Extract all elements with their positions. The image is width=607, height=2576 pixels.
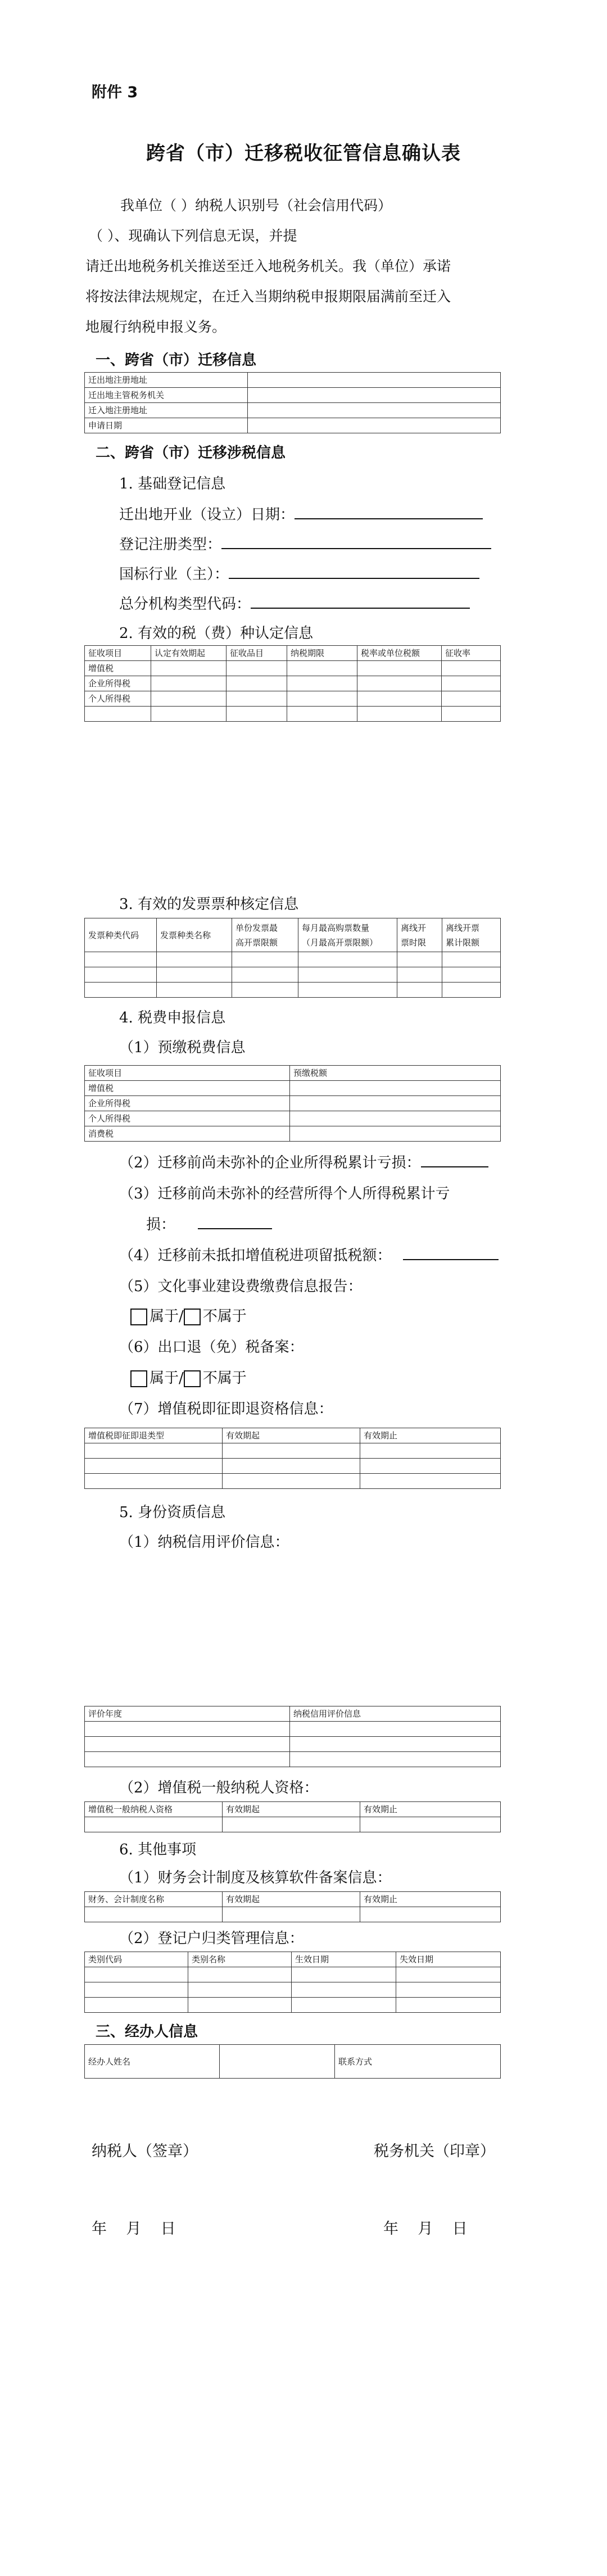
row-label: 迁入地注册地址 — [85, 403, 248, 418]
cell[interactable] — [232, 952, 298, 967]
tax-type-heading: 2. 有效的税（费）种认定信息 — [119, 625, 314, 642]
vat-credit-field — [119, 1244, 499, 1265]
table-row — [85, 1737, 501, 1752]
column-header: 生效日期 — [292, 1952, 396, 1967]
cell[interactable] — [290, 1722, 501, 1737]
general-taxpayer-heading: （2）增值税一般纳税人资格： — [119, 1780, 319, 1796]
table-row — [85, 1474, 501, 1489]
row-label: 企业所得税 — [85, 676, 151, 691]
table-row — [85, 967, 501, 983]
handler-name-cell[interactable] — [220, 2045, 335, 2079]
header-line: 离线开 — [401, 922, 427, 933]
column-header: 纳税信用评价信息 — [290, 1706, 501, 1722]
table-row — [85, 1967, 501, 1982]
checkbox-belongs[interactable] — [130, 1309, 147, 1325]
header-line: 离线开票 — [446, 922, 480, 933]
loss-personal-line-1: （3）迁移前尚未弥补的经营所得个人所得税累计亏 — [119, 1185, 450, 1202]
option-belongs: 属于/ — [150, 1308, 184, 1325]
cell[interactable] — [396, 1967, 501, 1982]
column-header: 失效日期 — [396, 1952, 501, 1967]
table-row — [85, 1443, 501, 1459]
export-refund-label: （6）出口退（免）税备案： — [119, 1339, 304, 1356]
field-line[interactable] — [198, 1215, 272, 1229]
authority-date: 年 月 日 — [383, 2220, 468, 2238]
culture-fee-options — [130, 1305, 247, 1325]
column-header: 认定有效期起 — [151, 646, 227, 661]
credit-table — [84, 1706, 501, 1767]
row-label — [85, 707, 151, 722]
column-header: 评价年度 — [85, 1706, 290, 1722]
field-line[interactable] — [421, 1153, 488, 1167]
cell[interactable] — [223, 1907, 360, 1922]
intro-line-4: 将按法律法规规定，在迁入当期纳税申报期限届满前至迁入 — [85, 288, 451, 305]
column-header: 征收品目 — [227, 646, 287, 661]
field-label: 登记注册类型： — [119, 536, 222, 553]
cell[interactable] — [85, 952, 157, 967]
handler-name-label: 经办人姓名 — [85, 2045, 220, 2079]
field-open-date — [119, 503, 483, 524]
cell[interactable] — [151, 691, 227, 707]
cell[interactable] — [85, 967, 157, 983]
row-label: 个人所得税 — [85, 691, 151, 707]
cell[interactable] — [290, 1126, 501, 1142]
table-row — [85, 691, 501, 707]
declare-heading: 4. 税费申报信息 — [119, 1009, 226, 1026]
table-header-row — [85, 1892, 501, 1907]
taxpayer-signature: 纳税人（签章） — [92, 2143, 198, 2160]
checkbox-not-belongs[interactable] — [184, 1370, 201, 1387]
cell[interactable] — [290, 1737, 501, 1752]
row-label: 增值税 — [85, 661, 151, 676]
option-belongs: 属于/ — [150, 1370, 184, 1387]
column-header: 有效期起 — [223, 1892, 360, 1907]
category-heading: （2）登记户归类管理信息： — [119, 1930, 304, 1947]
cell[interactable] — [298, 983, 397, 998]
cell[interactable] — [292, 1967, 396, 1982]
column-header: 有效期止 — [360, 1428, 501, 1443]
table-row — [85, 1907, 501, 1922]
cell[interactable] — [396, 1982, 501, 1998]
cell[interactable] — [227, 691, 287, 707]
table-row — [85, 2045, 501, 2079]
column-header — [442, 918, 501, 952]
column-header: 财务、会计制度名称 — [85, 1892, 223, 1907]
row-label: 增值税 — [85, 1081, 290, 1096]
cell[interactable] — [85, 1982, 188, 1998]
header-line: （月最高开票限额） — [302, 937, 378, 948]
field-line[interactable] — [229, 564, 479, 579]
table-row — [85, 661, 501, 676]
cell[interactable] — [292, 1998, 396, 2013]
table-header-row — [85, 1802, 501, 1817]
cell[interactable] — [188, 1998, 292, 2013]
column-header: 有效期起 — [223, 1802, 360, 1817]
cell[interactable] — [85, 983, 157, 998]
table-row — [85, 676, 501, 691]
prepaid-table — [84, 1065, 501, 1142]
cell[interactable] — [298, 967, 397, 983]
option-not-belongs: 不属于 — [202, 1308, 247, 1325]
header-line: 每月最高购票数量 — [302, 922, 370, 933]
table-row — [85, 983, 501, 998]
intro-line-5: 地履行纳税申报义务。 — [85, 319, 227, 335]
general-taxpayer-table — [84, 1801, 501, 1832]
cell[interactable] — [157, 983, 232, 998]
column-header: 发票种类代码 — [85, 918, 157, 952]
table-row — [85, 1459, 501, 1474]
table-header-row — [85, 918, 501, 952]
column-header: 增值税一般纳税人资格 — [85, 1802, 223, 1817]
row-label: 消费税 — [85, 1126, 290, 1142]
table-row — [85, 1982, 501, 1998]
column-header — [232, 918, 298, 952]
header-line: 单份发票最 — [235, 922, 278, 933]
cell[interactable] — [442, 676, 501, 691]
cell[interactable] — [442, 661, 501, 676]
column-header: 有效期起 — [223, 1428, 360, 1443]
intro-line-2: （ ）、现确认下列信息无误，并提 — [89, 228, 297, 244]
table-row — [85, 1752, 501, 1767]
cell[interactable] — [442, 967, 501, 983]
cell[interactable] — [290, 1081, 501, 1096]
table-row — [85, 418, 501, 433]
field-industry — [119, 563, 479, 583]
cell[interactable] — [85, 1474, 223, 1489]
cell[interactable] — [85, 1443, 223, 1459]
attachment-label: 附件 3 — [92, 84, 138, 101]
handler-table — [84, 2044, 501, 2079]
field-label: 损： — [146, 1216, 176, 1233]
page-title: 跨省（市）迁移税收征管信息确认表 — [146, 142, 461, 165]
column-header: 纳税期限 — [287, 646, 357, 661]
cell[interactable] — [157, 952, 232, 967]
cell[interactable] — [357, 676, 442, 691]
cell[interactable] — [188, 1967, 292, 1982]
row-label: 迁出地主管税务机关 — [85, 388, 248, 403]
value-cell[interactable] — [248, 418, 501, 433]
option-not-belongs: 不属于 — [202, 1370, 247, 1387]
checkbox-not-belongs[interactable] — [184, 1309, 201, 1325]
table-header-row — [85, 1706, 501, 1722]
invoice-heading: 3. 有效的发票票种核定信息 — [119, 896, 299, 913]
field-line[interactable] — [403, 1246, 499, 1260]
cell[interactable] — [151, 707, 227, 722]
cell[interactable] — [223, 1817, 360, 1832]
table-row — [85, 1817, 501, 1832]
cell[interactable] — [85, 1967, 188, 1982]
field-label: 国标行业（主）： — [119, 566, 229, 583]
cell[interactable] — [360, 1817, 501, 1832]
cell[interactable] — [290, 1096, 501, 1111]
cell[interactable] — [357, 691, 442, 707]
cell[interactable] — [298, 952, 397, 967]
table-row — [85, 1096, 501, 1111]
table-row — [85, 1998, 501, 2013]
section-3-title: 三、经办人信息 — [96, 2023, 198, 2040]
table-header-row — [85, 646, 501, 661]
cell[interactable] — [157, 967, 232, 983]
cell[interactable] — [397, 952, 442, 967]
field-label: 迁出地开业（设立）日期： — [119, 506, 295, 523]
cell[interactable] — [151, 676, 227, 691]
column-header: 有效期止 — [360, 1892, 501, 1907]
column-header: 征收率 — [442, 646, 501, 661]
loss-corp-field — [119, 1151, 488, 1172]
basic-info-heading: 1. 基础登记信息 — [119, 476, 226, 492]
column-header: 税率或单位税额 — [357, 646, 442, 661]
invoice-table — [84, 918, 501, 998]
loss-personal-field — [146, 1213, 272, 1234]
table-row — [85, 1126, 501, 1142]
cell[interactable] — [442, 952, 501, 967]
table-header-row — [85, 1428, 501, 1443]
cell[interactable] — [227, 676, 287, 691]
field-label: 总分机构类型代码： — [119, 596, 251, 613]
field-label: （4）迁移前未抵扣增值税进项留抵税额： — [119, 1247, 392, 1264]
cell[interactable] — [287, 691, 357, 707]
cell[interactable] — [85, 1752, 290, 1767]
column-header: 征收项目 — [85, 646, 151, 661]
cell[interactable] — [292, 1982, 396, 1998]
other-heading: 6. 其他事项 — [119, 1841, 197, 1858]
column-header: 征收项目 — [85, 1066, 290, 1081]
cell[interactable] — [290, 1111, 501, 1126]
cell[interactable] — [360, 1459, 501, 1474]
cell[interactable] — [396, 1998, 501, 2013]
column-header: 类别代码 — [85, 1952, 188, 1967]
cell[interactable] — [442, 707, 501, 722]
cell[interactable] — [357, 707, 442, 722]
column-header: 预缴税额 — [290, 1066, 501, 1081]
vat-refund-table — [84, 1428, 501, 1489]
cell[interactable] — [151, 661, 227, 676]
table-row — [85, 373, 501, 388]
header-line: 累计限额 — [446, 937, 480, 948]
field-label: （2）迁移前尚未弥补的企业所得税累计亏损： — [119, 1155, 421, 1171]
contact-label: 联系方式 — [335, 2045, 377, 2079]
cell[interactable] — [227, 707, 287, 722]
cell[interactable] — [227, 661, 287, 676]
cell[interactable] — [290, 1752, 501, 1767]
field-line[interactable] — [251, 594, 470, 609]
cell[interactable] — [442, 691, 501, 707]
row-label: 申请日期 — [85, 418, 248, 433]
field-branch-type — [119, 592, 470, 613]
field-line[interactable] — [295, 505, 483, 519]
export-refund-options — [130, 1366, 247, 1387]
section-2-title: 二、跨省（市）迁移涉税信息 — [96, 445, 286, 461]
cell[interactable] — [232, 983, 298, 998]
cell[interactable] — [85, 1907, 223, 1922]
cell[interactable] — [188, 1982, 292, 1998]
intro-line-3: 请迁出地税务机关推送至迁入地税务机关。我（单位）承诺 — [85, 258, 451, 274]
cell[interactable] — [85, 1459, 223, 1474]
identity-heading: 5. 身份资质信息 — [119, 1504, 226, 1521]
field-reg-type — [119, 533, 491, 554]
section-1-title: 一、跨省（市）迁移信息 — [96, 352, 257, 369]
cell[interactable] — [223, 1459, 360, 1474]
cell[interactable] — [360, 1474, 501, 1489]
cell[interactable] — [85, 1817, 223, 1832]
row-label: 企业所得税 — [85, 1096, 290, 1111]
value-cell[interactable] — [248, 403, 501, 418]
table-row — [85, 1111, 501, 1126]
column-header — [397, 918, 442, 952]
cell[interactable] — [85, 1737, 290, 1752]
tax-type-table — [84, 645, 501, 722]
row-label: 迁出地注册地址 — [85, 373, 248, 388]
column-header: 有效期止 — [360, 1802, 501, 1817]
table-row — [85, 1081, 501, 1096]
cell[interactable] — [360, 1907, 501, 1922]
accounting-heading: （1）财务会计制度及核算软件备案信息： — [119, 1869, 392, 1886]
cell[interactable] — [85, 1998, 188, 2013]
cell[interactable] — [223, 1443, 360, 1459]
header-line: 高开票限额 — [235, 937, 278, 948]
checkbox-belongs[interactable] — [130, 1370, 147, 1387]
taxpayer-date: 年 月 日 — [92, 2220, 176, 2238]
cell[interactable] — [287, 661, 357, 676]
prepaid-heading: （1）预缴税费信息 — [119, 1039, 246, 1056]
cell[interactable] — [397, 967, 442, 983]
cell[interactable] — [397, 983, 442, 998]
category-table — [84, 1952, 501, 2013]
header-line: 票时限 — [401, 937, 427, 948]
table-row — [85, 403, 501, 418]
intro-line-1: 我单位（ ）纳税人识别号（社会信用代码） — [120, 197, 392, 214]
authority-seal: 税务机关（印章） — [374, 2143, 495, 2160]
column-header: 类别名称 — [188, 1952, 292, 1967]
row-label: 个人所得税 — [85, 1111, 290, 1126]
table-row — [85, 1722, 501, 1737]
value-cell[interactable] — [248, 373, 501, 388]
contact-cell[interactable] — [377, 2045, 501, 2079]
accounting-table — [84, 1891, 501, 1922]
cell[interactable] — [223, 1474, 360, 1489]
culture-fee-label: （5）文化事业建设费缴费信息报告： — [119, 1278, 363, 1295]
cell[interactable] — [232, 967, 298, 983]
credit-heading: （1）纳税信用评价信息： — [119, 1534, 289, 1551]
table-row — [85, 707, 501, 722]
table-header-row — [85, 1952, 501, 1967]
vat-refund-label: （7）增值税即征即退资格信息： — [119, 1401, 333, 1418]
table-header-row — [85, 1066, 501, 1081]
column-header: 发票种类名称 — [157, 918, 232, 952]
cell[interactable] — [360, 1443, 501, 1459]
value-cell[interactable] — [248, 388, 501, 403]
table-row — [85, 952, 501, 967]
cell[interactable] — [287, 707, 357, 722]
table-row — [85, 388, 501, 403]
cell[interactable] — [357, 661, 442, 676]
cell[interactable] — [85, 1722, 290, 1737]
column-header: 增值税即征即退类型 — [85, 1428, 223, 1443]
migration-info-table — [84, 372, 501, 433]
cell[interactable] — [287, 676, 357, 691]
cell[interactable] — [442, 983, 501, 998]
column-header — [298, 918, 397, 952]
field-line[interactable] — [221, 535, 491, 549]
